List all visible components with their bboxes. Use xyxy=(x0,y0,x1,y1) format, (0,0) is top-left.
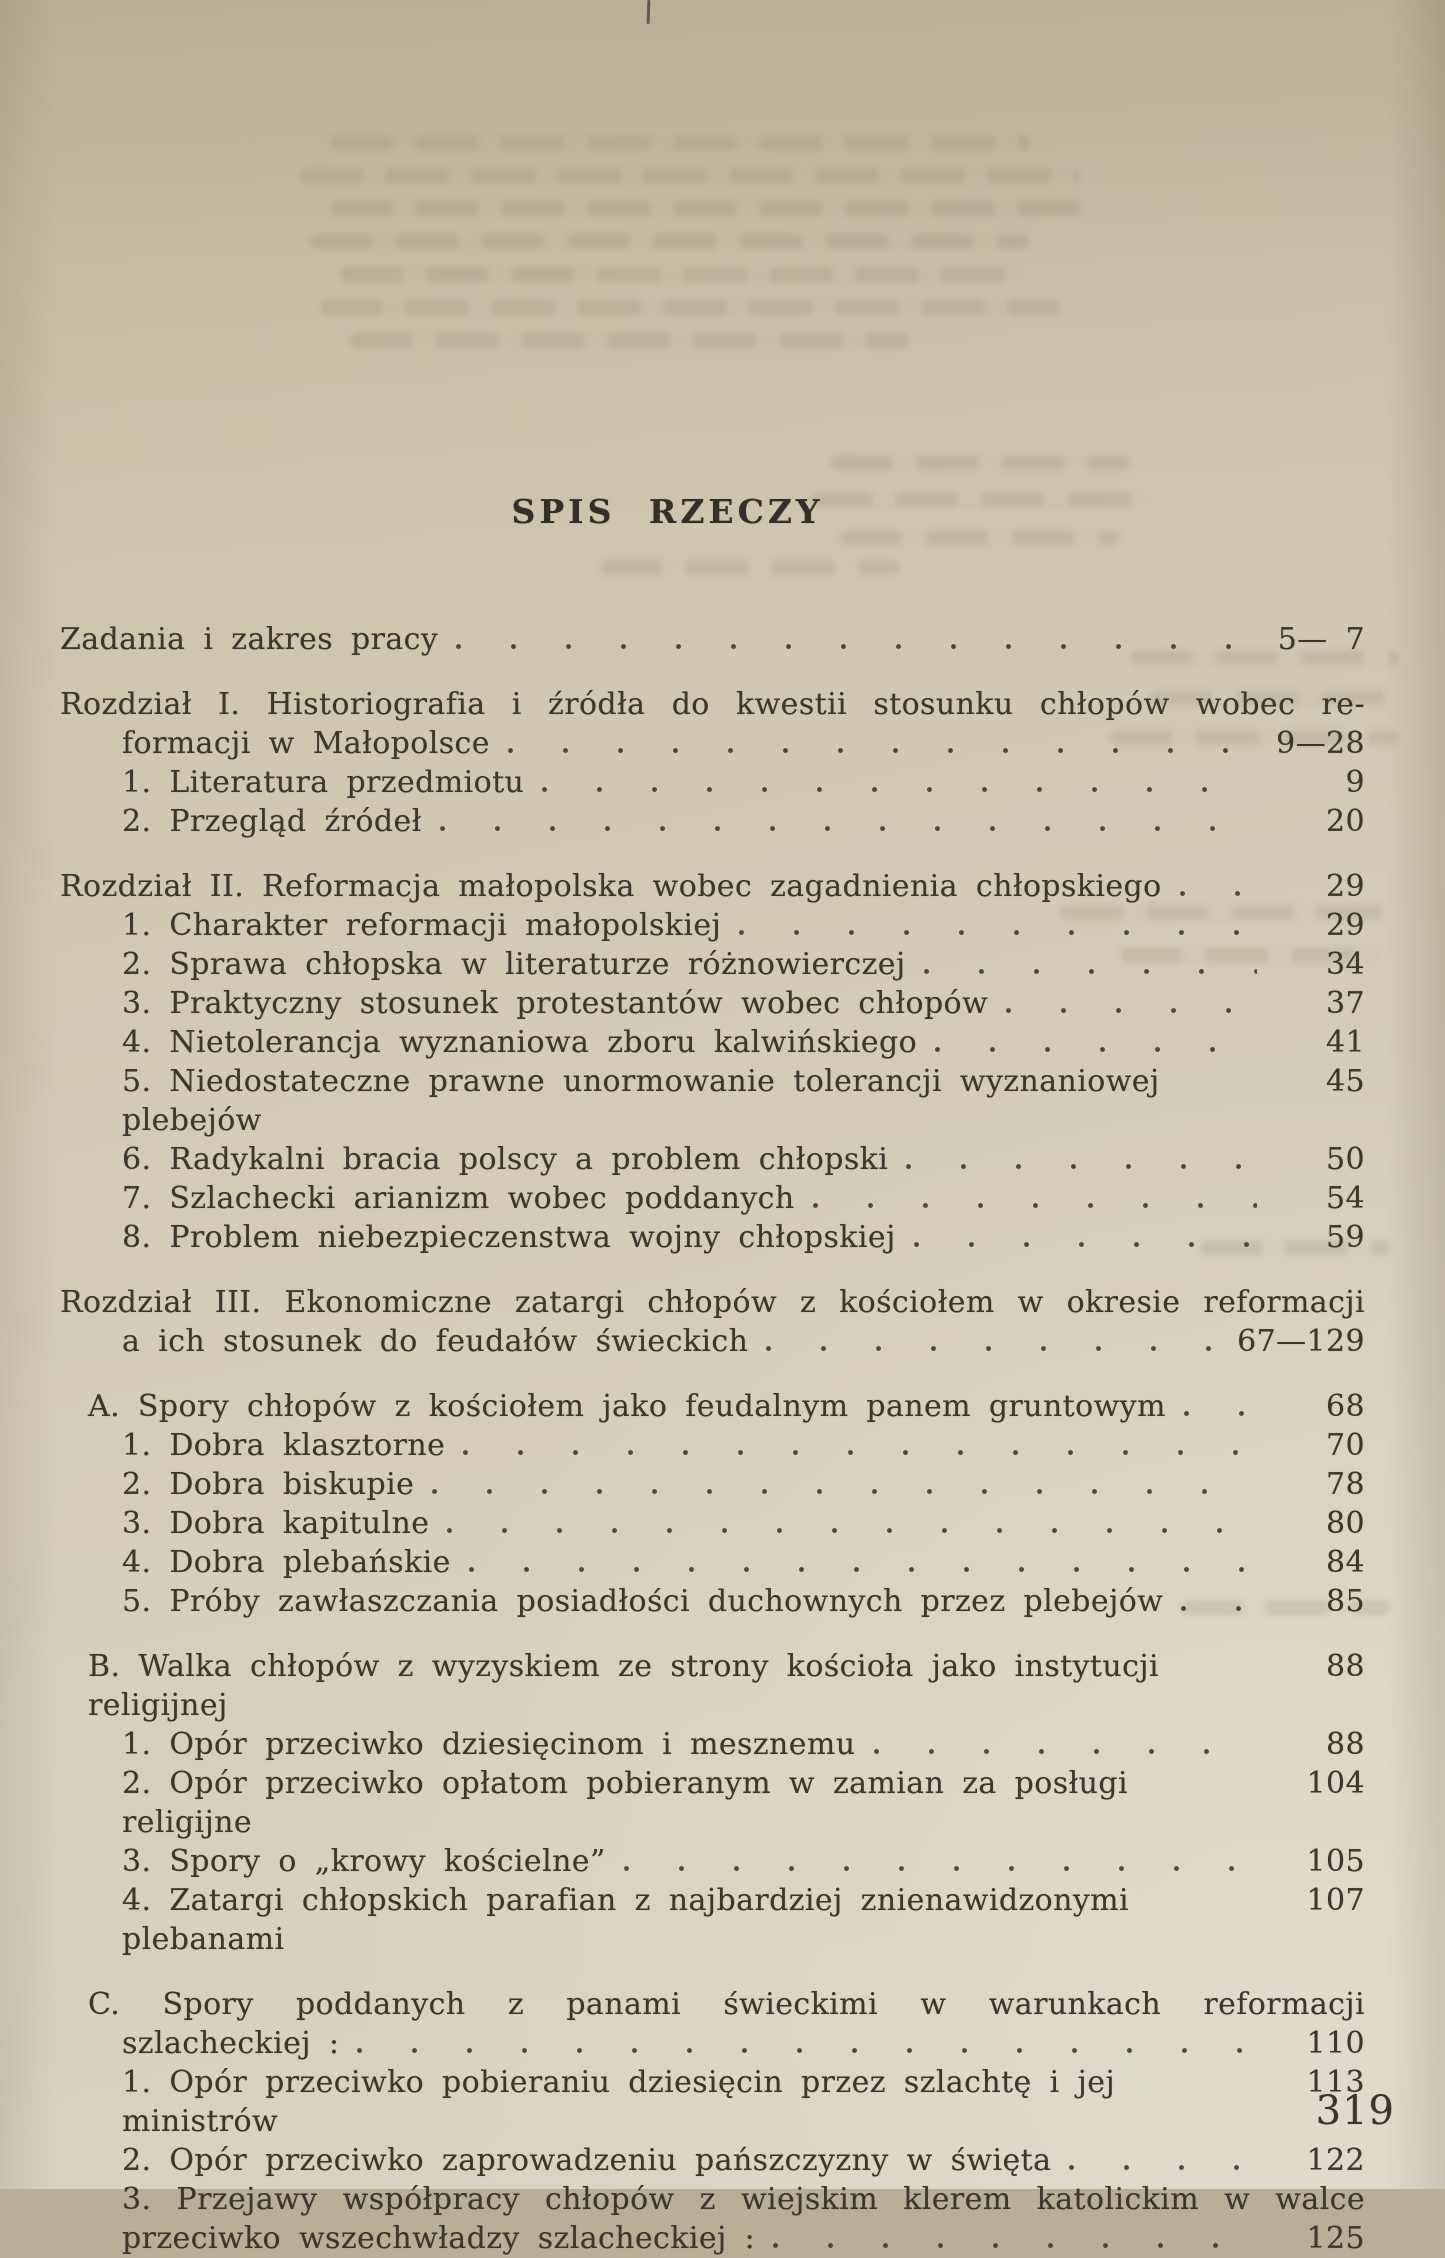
toc-row xyxy=(60,1426,1365,1465)
toc-entry-text: 3. Dobra kapitulne xyxy=(122,1506,430,1541)
toc-entry-text: 1. Opór przeciwko pobieraniu dziesięcin przez szlachtę i jej ministrów xyxy=(122,2065,1134,2139)
toc-entry-text: 1. Dobra klasztorne xyxy=(122,1428,446,1463)
toc-row xyxy=(60,685,1365,724)
toc-page-number: 5— 7 xyxy=(1277,622,1365,657)
toc-page-number: 113 xyxy=(1306,2065,1365,2100)
dot-leader xyxy=(739,929,1257,936)
toc-entry-text: 1. Charakter reformacji małopolskiej xyxy=(122,908,722,943)
dot-leader xyxy=(357,2047,1257,2054)
toc-entry-text: 2. Opór przeciwko zaprowadzeniu pańszczyzny w święta xyxy=(122,2143,1052,2178)
toc-page-number: 41 xyxy=(1326,1025,1365,1060)
toc-entry-text: 8. Problem niebezpieczenstwa wojny chłopskiej xyxy=(122,1220,896,1255)
bleedthrough-ghost xyxy=(840,530,1120,545)
toc-row xyxy=(60,802,1365,841)
toc-row xyxy=(60,2024,1365,2063)
toc-row xyxy=(60,2180,1365,2219)
toc-page-number: 84 xyxy=(1326,1545,1365,1580)
dot-leader xyxy=(1006,1007,1257,1014)
toc-entry-text: 4. Dobra plebańskie xyxy=(122,1545,451,1580)
toc-row xyxy=(60,1140,1365,1179)
toc-entry-text: 1. Opór przeciwko dziesięcinom i mesznemu xyxy=(122,1727,856,1762)
bleedthrough-ghost xyxy=(330,201,1090,216)
bleedthrough-ghost xyxy=(350,333,910,348)
toc-row xyxy=(60,984,1365,1023)
toc-page-number: 88 xyxy=(1326,1649,1365,1684)
toc-row xyxy=(60,1218,1365,1257)
toc-entry-text: szlacheckiej : xyxy=(122,2026,340,2061)
toc-entry-text: 6. Radykalni bracia polscy a problem chłopski xyxy=(122,1142,889,1177)
toc-page-number: 50 xyxy=(1326,1142,1365,1177)
toc-page-number: 105 xyxy=(1306,1844,1365,1879)
toc-row xyxy=(60,867,1365,906)
toc-row xyxy=(60,1283,1365,1322)
dot-leader xyxy=(508,747,1257,754)
toc-row xyxy=(60,1647,1365,1725)
dot-leader xyxy=(1184,1410,1257,1417)
toc-entry-text: B. Walka chłopów z wyzyskiem ze strony kościoła jako instytucji religijnej xyxy=(88,1649,1177,1723)
toc-page-number: 80 xyxy=(1326,1506,1365,1541)
toc-page-number: 85 xyxy=(1326,1584,1365,1619)
bleedthrough-ghost xyxy=(310,234,1030,249)
dot-leader xyxy=(463,1449,1257,1456)
toc-page-number: 9 xyxy=(1345,765,1365,800)
toc-page-number: 20 xyxy=(1326,804,1365,839)
toc-page-number: 67—129 xyxy=(1237,1324,1365,1359)
toc-entry-text: 7. Szlachecki arianizm wobec poddanych xyxy=(122,1181,795,1216)
dot-leader xyxy=(624,1865,1257,1872)
dot-leader xyxy=(935,1046,1257,1053)
dot-leader xyxy=(469,1566,1257,1573)
dot-leader xyxy=(447,1527,1257,1534)
toc-page-number: 29 xyxy=(1326,869,1365,904)
toc-entry-text: 3. Spory o „krowy kościelne” xyxy=(122,1844,606,1879)
toc-entry-text: Zadania i zakres pracy xyxy=(60,622,439,657)
toc-page-number: 110 xyxy=(1306,2026,1365,2061)
toc-entry-text: formacji w Małopolsce xyxy=(122,726,490,761)
toc-entry-text: 1. Literatura przedmiotu xyxy=(122,765,525,800)
dot-leader xyxy=(542,786,1257,793)
toc-page-number: 34 xyxy=(1326,947,1365,982)
toc-page-number: 70 xyxy=(1326,1428,1365,1463)
toc-entry-text: Rozdział II. Reformacja małopolska wobec zagadnienia chłopskiego xyxy=(60,869,1162,904)
toc-page-number: 107 xyxy=(1306,1883,1365,1918)
bleedthrough-ghost xyxy=(320,300,1060,315)
toc-row xyxy=(60,1322,1365,1361)
dot-leader xyxy=(906,1163,1257,1170)
table-of-contents xyxy=(60,620,1365,2258)
toc-row xyxy=(60,1465,1365,1504)
toc-entry-text: 4. Zatargi chłopskich parafian z najbardziej znienawidzonymi plebanami xyxy=(122,1883,1147,1957)
toc-page-number: 104 xyxy=(1306,1766,1365,1801)
toc-entry-text: Rozdział III. Ekonomiczne zatargi chłopów z kościołem w okresie reformacji xyxy=(60,1285,1365,1320)
toc-row xyxy=(60,724,1365,763)
toc-page-number: 78 xyxy=(1326,1467,1365,1502)
toc-row xyxy=(60,906,1365,945)
toc-entry-text: 5. Próby zawłaszczania posiadłości duchownych przez plebejów xyxy=(122,1584,1164,1619)
dot-leader xyxy=(440,825,1257,832)
toc-page-number: 45 xyxy=(1326,1064,1365,1099)
toc-entry-text: a ich stosunek do feudałów świeckich xyxy=(122,1324,749,1359)
toc-page-number: 68 xyxy=(1326,1389,1365,1424)
toc-page-number: 88 xyxy=(1326,1727,1365,1762)
toc-row xyxy=(60,1062,1365,1140)
toc-row xyxy=(60,1023,1365,1062)
toc-page-number: 122 xyxy=(1306,2143,1365,2178)
dot-leader xyxy=(1181,1605,1257,1612)
toc-row xyxy=(60,1387,1365,1426)
dot-leader xyxy=(1180,890,1257,897)
binding-tick-mark xyxy=(647,0,651,24)
toc-page-number: 29 xyxy=(1326,908,1365,943)
dot-leader xyxy=(1069,2164,1257,2171)
toc-row xyxy=(60,1504,1365,1543)
toc-page-number: 9—28 xyxy=(1276,726,1365,761)
toc-row xyxy=(60,2063,1365,2141)
dot-leader xyxy=(456,643,1257,650)
toc-entry-text: 3. Przejawy współpracy chłopów z wiejskim klerem katolickim w walce xyxy=(122,2182,1365,2217)
toc-row xyxy=(60,945,1365,984)
toc-page-number: 59 xyxy=(1326,1220,1365,1255)
toc-row xyxy=(60,1764,1365,1842)
toc-row xyxy=(60,1725,1365,1764)
toc-page-number: 37 xyxy=(1326,986,1365,1021)
toc-row xyxy=(60,1881,1365,1959)
toc-row xyxy=(60,1543,1365,1582)
dot-leader xyxy=(924,968,1257,975)
bleedthrough-ghost xyxy=(600,560,900,575)
toc-entry-text: A. Spory chłopów z kościołem jako feudalnym panem gruntowym xyxy=(88,1389,1166,1424)
toc-page-number: 125 xyxy=(1306,2221,1365,2256)
dot-leader xyxy=(874,1748,1258,1755)
dot-leader xyxy=(914,1241,1257,1248)
bleedthrough-ghost xyxy=(340,267,1020,282)
toc-page-number: 54 xyxy=(1326,1181,1365,1216)
toc-entry-text: C. Spory poddanych z panami świeckimi w warunkach reformacji xyxy=(88,1987,1365,2022)
toc-row xyxy=(60,1582,1365,1621)
toc-entry-text: przeciwko wszechwładzy szlacheckiej : xyxy=(122,2221,756,2256)
toc-row xyxy=(60,763,1365,802)
toc-entry-text: 2. Przegląd źródeł xyxy=(122,804,422,839)
toc-entry-text: 4. Nietolerancja wyznaniowa zboru kalwińskiego xyxy=(122,1025,918,1060)
toc-row xyxy=(60,1179,1365,1218)
toc-row xyxy=(60,1985,1365,2024)
toc-entry-text: 5. Niedostateczne prawne unormowanie tolerancji wyznaniowej plebejów xyxy=(122,1064,1178,1138)
toc-row xyxy=(60,1842,1365,1881)
bleedthrough-ghost xyxy=(330,135,1030,150)
folio-page-number: 319 xyxy=(1315,2088,1395,2134)
page-title: SPIS RZECZY xyxy=(511,492,824,531)
bleedthrough-ghost xyxy=(830,455,1130,470)
toc-entry-text: 2. Dobra biskupie xyxy=(122,1467,415,1502)
toc-row xyxy=(60,2219,1365,2258)
dot-leader xyxy=(432,1488,1257,1495)
toc-entry-text: 3. Praktyczny stosunek protestantów wobec chłopów xyxy=(122,986,989,1021)
dot-leader xyxy=(813,1202,1257,1209)
toc-row xyxy=(60,2141,1365,2180)
toc-entry-text: 2. Opór przeciwko opłatom pobieranym w zamian za posługi religijne xyxy=(122,1766,1146,1840)
toc-row xyxy=(60,620,1365,659)
bleedthrough-ghost xyxy=(300,168,1080,183)
toc-entry-text: 2. Sprawa chłopska w literaturze różnowierczej xyxy=(122,947,906,982)
dot-leader xyxy=(773,2242,1257,2249)
dot-leader xyxy=(766,1345,1221,1352)
toc-entry-text: Rozdział I. Historiografia i źródła do kwestii stosunku chłopów wobec re- xyxy=(60,687,1365,722)
